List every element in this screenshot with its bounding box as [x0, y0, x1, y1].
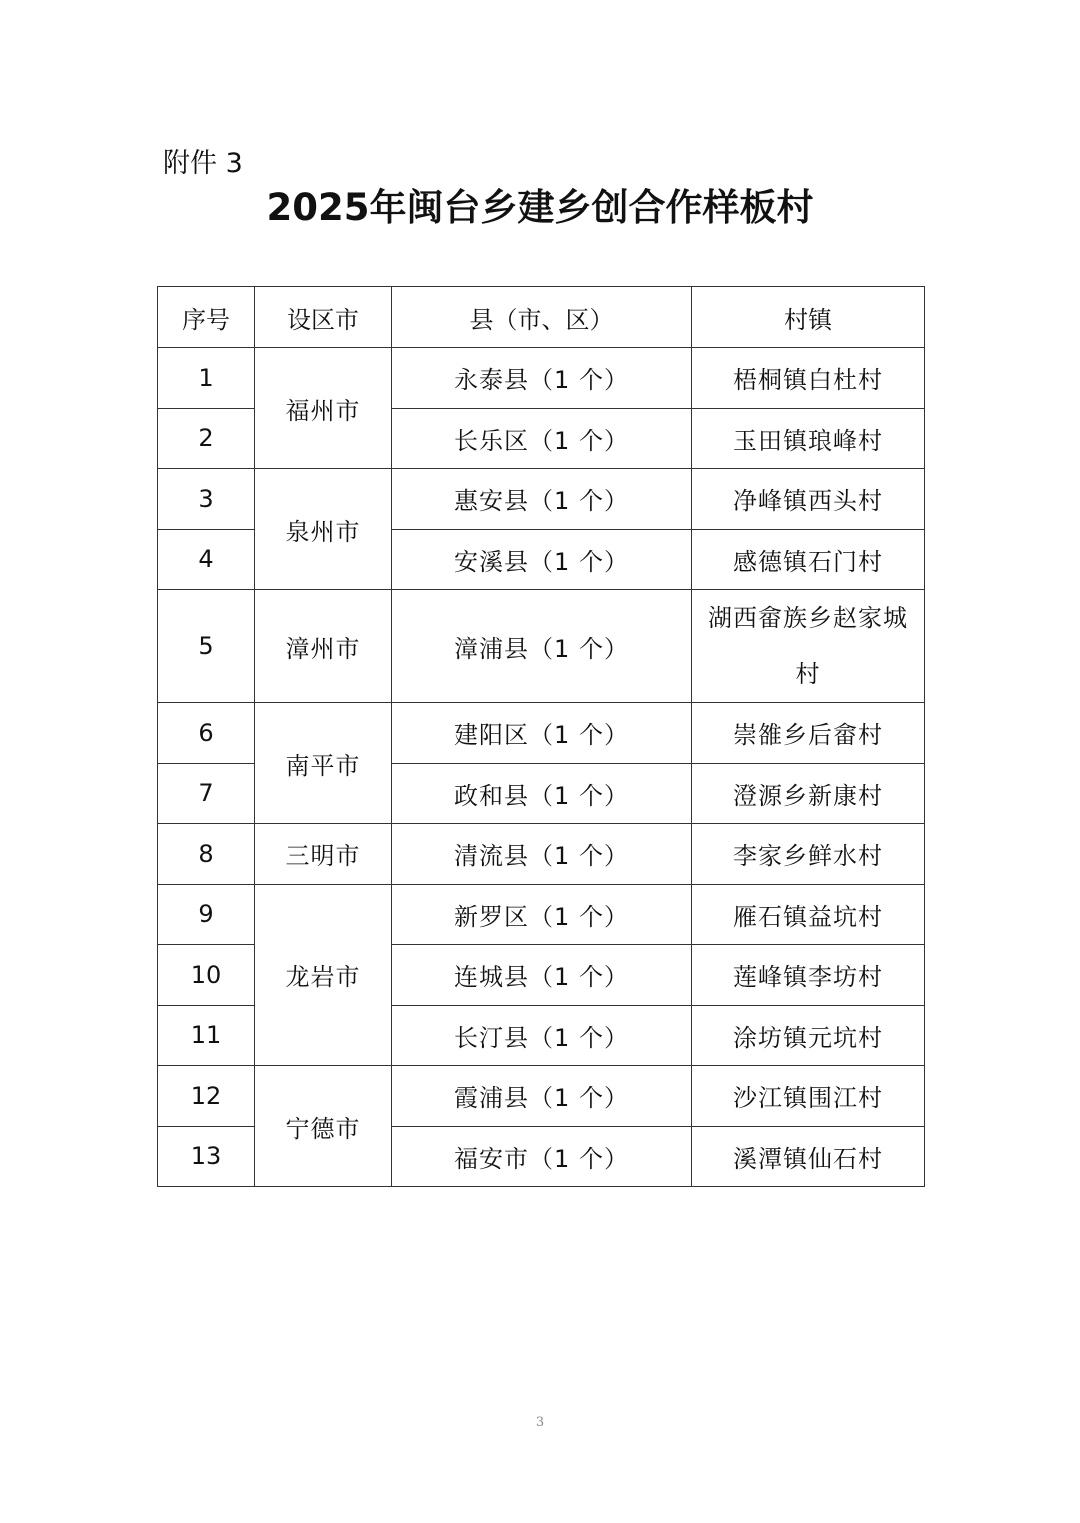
- row-county: 永泰县（1 个）: [392, 348, 692, 409]
- row-county: 长汀县（1 个）: [392, 1005, 692, 1066]
- row-city: 龙岩市: [255, 884, 392, 1066]
- table-row: [158, 884, 925, 945]
- row-village: 溪潭镇仙石村: [692, 1126, 925, 1187]
- row-village: 澄源乡新康村: [692, 763, 925, 824]
- row-number: 3: [158, 469, 255, 530]
- row-village-text: 湖西畲族乡赵家城村: [708, 604, 908, 688]
- row-county: 福安市（1 个）: [392, 1126, 692, 1187]
- row-village: [692, 590, 925, 703]
- row-village: 梧桐镇白杜村: [692, 348, 925, 409]
- row-county: 新罗区（1 个）: [392, 884, 692, 945]
- row-county: 连城县（1 个）: [392, 945, 692, 1006]
- row-village: 玉田镇琅峰村: [692, 408, 925, 469]
- page-number: 3: [535, 1415, 545, 1430]
- table-header-row: [158, 287, 925, 348]
- attachment-label: 附件 3: [163, 148, 243, 179]
- row-city: 南平市: [255, 703, 392, 824]
- row-city: 三明市: [255, 824, 392, 885]
- row-county: 长乐区（1 个）: [392, 408, 692, 469]
- table-row: [158, 1066, 925, 1127]
- row-number: 12: [158, 1066, 255, 1127]
- row-city: 漳州市: [255, 590, 392, 703]
- row-village: 感德镇石门村: [692, 529, 925, 590]
- row-number: 2: [158, 408, 255, 469]
- row-village: 雁石镇益坑村: [692, 884, 925, 945]
- row-city: 福州市: [255, 348, 392, 469]
- row-county: 漳浦县（1 个）: [392, 590, 692, 703]
- row-village: 净峰镇西头村: [692, 469, 925, 530]
- row-village: 李家乡鲜水村: [692, 824, 925, 885]
- row-county: 建阳区（1 个）: [392, 703, 692, 764]
- table-row: [158, 590, 925, 703]
- village-table: [157, 286, 925, 1187]
- table-row: [158, 469, 925, 530]
- document-title: 2025年闽台乡建乡创合作样板村: [266, 186, 814, 229]
- row-number: 5: [158, 590, 255, 703]
- row-county: 霞浦县（1 个）: [392, 1066, 692, 1127]
- row-number: 8: [158, 824, 255, 885]
- row-county: 政和县（1 个）: [392, 763, 692, 824]
- row-county: 清流县（1 个）: [392, 824, 692, 885]
- row-city: 宁德市: [255, 1066, 392, 1187]
- row-number: 9: [158, 884, 255, 945]
- row-number: 11: [158, 1005, 255, 1066]
- row-number: 4: [158, 529, 255, 590]
- row-village: 沙江镇围江村: [692, 1066, 925, 1127]
- row-number: 7: [158, 763, 255, 824]
- table-row: [158, 824, 925, 885]
- table-row: [158, 703, 925, 764]
- row-number: 6: [158, 703, 255, 764]
- row-number: 13: [158, 1126, 255, 1187]
- row-village: 涂坊镇元坑村: [692, 1005, 925, 1066]
- row-county: 安溪县（1 个）: [392, 529, 692, 590]
- row-village: 莲峰镇李坊村: [692, 945, 925, 1006]
- row-city: 泉州市: [255, 469, 392, 590]
- row-county: 惠安县（1 个）: [392, 469, 692, 530]
- row-number: 1: [158, 348, 255, 409]
- table-row: [158, 348, 925, 409]
- row-number: 10: [158, 945, 255, 1006]
- row-village: 崇雒乡后畲村: [692, 703, 925, 764]
- header-county: 县（市、区）: [392, 287, 692, 348]
- header-city: 设区市: [255, 287, 392, 348]
- header-village: 村镇: [692, 287, 925, 348]
- header-serial: 序号: [158, 287, 255, 348]
